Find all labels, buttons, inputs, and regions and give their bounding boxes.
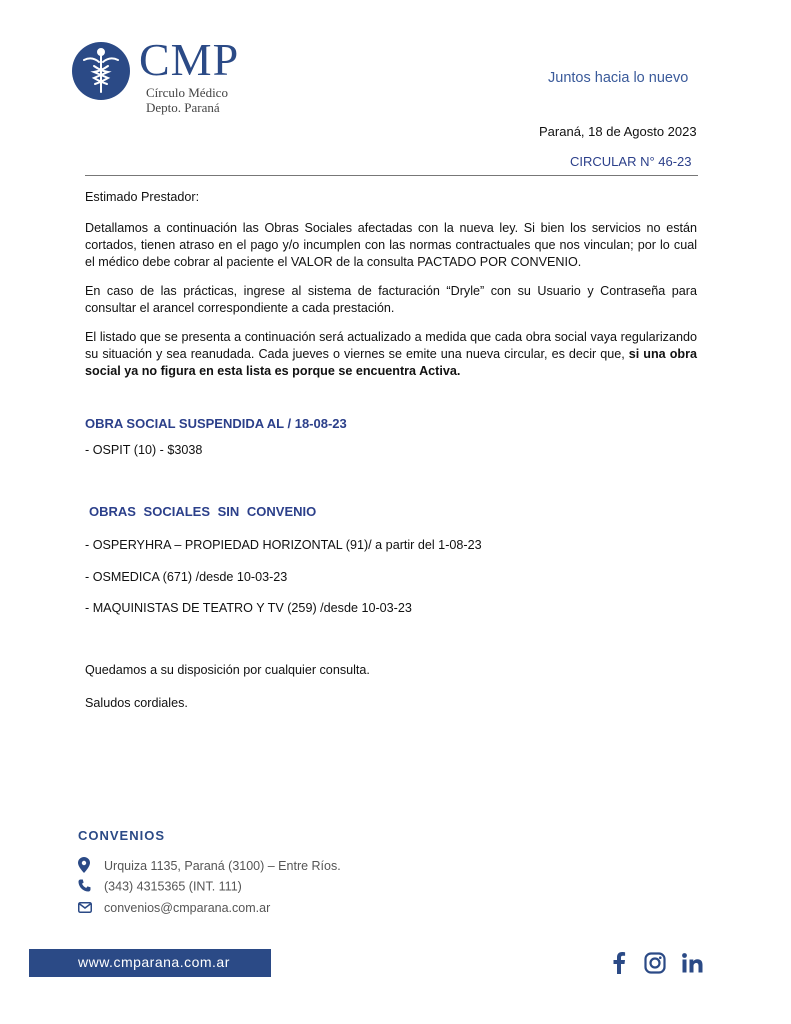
paragraph-3-text: El listado que se presenta a continuación será actualizado a medida que cada obra social vaya regularizando su situación y sea reanudada. Cada jueves o viernes se emite una nueva circular, es decir que, [85, 330, 697, 361]
paragraph-3 [85, 329, 697, 380]
instagram-icon[interactable] [643, 950, 667, 976]
header-divider [85, 175, 698, 176]
email-link[interactable]: convenios@cmparana.com.ar [104, 901, 271, 915]
closing-text: Quedamos a su disposición por cualquier consulta. [85, 663, 370, 677]
envelope-icon [78, 902, 94, 916]
no-convenio-item: - OSPERYHRA – PROPIEDAD HORIZONTAL (91)/ a partir del 1-08-23 [85, 538, 482, 552]
paragraph-3-bold: si una obra social ya no figura en esta lista es porque se encuentra Activa. [85, 347, 697, 378]
document-date: Paraná, 18 de Agosto 2023 [539, 124, 697, 139]
footer-email[interactable] [78, 901, 270, 916]
slogan: Juntos hacia lo nuevo [548, 70, 689, 86]
logo-subtitle-2: Depto. Paraná [146, 100, 220, 115]
website-link[interactable]: www.cmparana.com.ar [78, 954, 230, 970]
footer-phone [78, 879, 242, 895]
suspended-section-title: OBRA SOCIAL SUSPENDIDA AL / 18-08-23 [85, 416, 347, 431]
footer-title: CONVENIOS [78, 828, 166, 843]
phone-icon [78, 879, 94, 895]
no-convenio-item: - OSMEDICA (671) /desde 10-03-23 [85, 570, 288, 584]
salutation: Saludos cordiales. [85, 696, 188, 710]
no-convenio-item: - MAQUINISTAS DE TEATRO Y TV (259) /desde 10-03-23 [85, 601, 412, 615]
paragraph-1: Detallamos a continuación las Obras Sociales afectadas con la nueva ley. Si bien los servicios no están cortados, tienen atraso en el pago y/o incumplen con las normas contractuales que nos vinculan; por lo cual el médico debe cobrar al paciente el VALOR de la consulta PACTADO POR CONVENIO. [85, 221, 697, 269]
suspended-item: - OSPIT (10) - $3038 [85, 443, 203, 457]
location-pin-icon [78, 857, 94, 876]
footer-address [78, 857, 341, 876]
logo-wordmark: CMP [139, 34, 240, 85]
greeting: Estimado Prestador: [85, 190, 200, 204]
logo-subtitle-1: Círculo Médico [146, 85, 228, 100]
caduceus-icon [72, 42, 130, 100]
phone-text: (343) 4315365 (INT. 111) [104, 879, 242, 894]
linkedin-icon[interactable] [681, 950, 705, 976]
facebook-icon[interactable] [607, 950, 631, 976]
address-text: Urquiza 1135, Paraná (3100) – Entre Ríos. [104, 858, 341, 873]
circular-number: CIRCULAR N° 46-23 [570, 154, 692, 169]
paragraph-2: En caso de las prácticas, ingrese al sistema de facturación “Dryle” con su Usuario y Contraseña para consultar el arancel correspondiente a cada prestación. [85, 284, 697, 315]
logo-emblem [72, 42, 130, 100]
no-convenio-section-title: OBRAS SOCIALES SIN CONVENIO [89, 504, 317, 519]
